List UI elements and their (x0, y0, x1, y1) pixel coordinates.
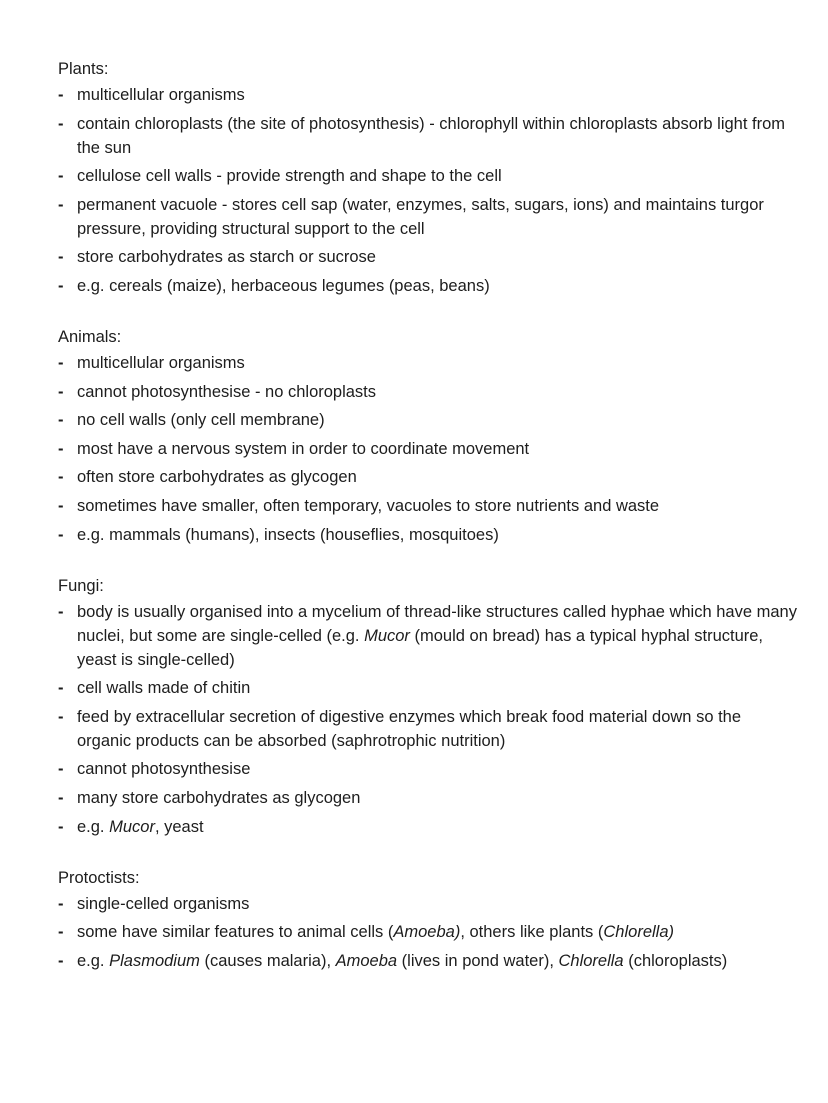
section-heading: Protoctists: (58, 868, 140, 887)
dash-bullet: - (58, 167, 64, 186)
item-text: e.g. Plasmodium (causes malaria), Amoeba (lives in pond water), Chlorella (chloroplasts) (77, 951, 728, 970)
list-item (58, 600, 798, 672)
item-text: many store carbohydrates as glycogen (77, 788, 361, 807)
dash-bullet: - (58, 276, 64, 295)
item-text: multicellular organisms (77, 86, 245, 104)
item-text: multicellular organisms (77, 353, 245, 372)
list-item (58, 245, 798, 269)
dash-bullet: - (58, 468, 64, 487)
item-text: cell walls made of chitin (77, 679, 251, 698)
list-item (58, 380, 798, 404)
dash-bullet: - (58, 817, 64, 836)
item-text: cannot photosynthesise - no chloroplasts (77, 382, 377, 401)
dash-bullet: - (58, 382, 64, 401)
item-text: sometimes have smaller, often temporary, vacuoles to store nutrients and waste (77, 496, 660, 515)
dash-bullet: - (58, 353, 64, 372)
item-text: no cell walls (only cell membrane) (77, 411, 325, 430)
list-item (58, 274, 798, 298)
section-protoctists (58, 866, 798, 973)
bullet-list (58, 83, 798, 298)
section-heading: Fungi: (58, 576, 104, 595)
item-text: e.g. cereals (maize), herbaceous legumes (peas, beans) (77, 276, 490, 295)
section-heading: Animals: (58, 327, 122, 346)
list-item (58, 757, 798, 781)
section-animals (58, 325, 798, 547)
dash-bullet: - (58, 602, 64, 621)
list-item (58, 815, 798, 839)
item-text: body is usually organised into a mycelium of thread-like structures called hyphae which have many nuclei, but some are single-celled (e.g. Mucor (mould on bread) has a typical hyphal structure, yeast is single-celled) (77, 602, 797, 669)
italic-term: Amoeba (335, 951, 398, 970)
document-page (58, 57, 798, 1000)
dash-bullet: - (58, 679, 64, 698)
list-item (58, 437, 798, 461)
list-item (58, 112, 798, 160)
dash-bullet: - (58, 894, 64, 913)
dash-bullet: - (58, 411, 64, 430)
dash-bullet: - (58, 525, 64, 544)
list-item (58, 193, 798, 241)
dash-bullet: - (58, 439, 64, 458)
dash-bullet: - (58, 923, 64, 942)
bullet-list (58, 351, 798, 547)
item-text: contain chloroplasts (the site of photosynthesis) - chlorophyll within chloroplasts absorb light from the sun (77, 114, 786, 157)
section-fungi (58, 574, 798, 839)
bullet-list (58, 892, 798, 973)
italic-term: Mucor (109, 817, 155, 836)
italic-term: Mucor (364, 626, 410, 645)
italic-term: Plasmodium (109, 951, 200, 970)
list-item (58, 164, 798, 188)
list-item (58, 408, 798, 432)
section-plants (58, 57, 798, 298)
item-text: e.g. mammals (humans), insects (houseflies, mosquitoes) (77, 525, 499, 544)
dash-bullet: - (58, 760, 64, 779)
list-item (58, 892, 798, 916)
list-item (58, 920, 798, 944)
item-text: cannot photosynthesise (77, 760, 251, 779)
dash-bullet: - (58, 195, 64, 214)
dash-bullet: - (58, 951, 64, 970)
list-item (58, 523, 798, 547)
list-item (58, 949, 798, 973)
list-item (58, 83, 798, 107)
list-item (58, 465, 798, 489)
dash-bullet: - (58, 248, 64, 267)
list-item (58, 494, 798, 518)
item-text: often store carbohydrates as glycogen (77, 468, 357, 487)
list-item (58, 786, 798, 810)
bullet-list (58, 600, 798, 839)
item-text: permanent vacuole - stores cell sap (water, enzymes, salts, sugars, ions) and maintains turgor pressure, providing structural support to the cell (77, 195, 764, 238)
dash-bullet: - (58, 114, 64, 133)
list-item (58, 705, 798, 753)
italic-term: Amoeba) (393, 923, 461, 942)
italic-term: Chlorella (558, 951, 624, 970)
item-text: e.g. Mucor, yeast (77, 817, 204, 836)
list-item (58, 676, 798, 700)
item-text: feed by extracellular secretion of digestive enzymes which break food material down so the organic products can be absorbed (saphrotrophic nutrition) (77, 707, 742, 750)
dash-bullet: - (58, 86, 64, 104)
item-text: single-celled organisms (77, 894, 250, 913)
dash-bullet: - (58, 496, 64, 515)
item-text: most have a nervous system in order to coordinate movement (77, 439, 530, 458)
list-item (58, 351, 798, 375)
dash-bullet: - (58, 707, 64, 726)
italic-term: Chlorella) (603, 923, 674, 942)
item-text: cellulose cell walls - provide strength and shape to the cell (77, 167, 502, 186)
item-text: some have similar features to animal cells (Amoeba), others like plants (Chlorella) (77, 923, 674, 942)
section-heading: Plants: (58, 60, 109, 78)
dash-bullet: - (58, 788, 64, 807)
item-text: store carbohydrates as starch or sucrose (77, 248, 376, 267)
